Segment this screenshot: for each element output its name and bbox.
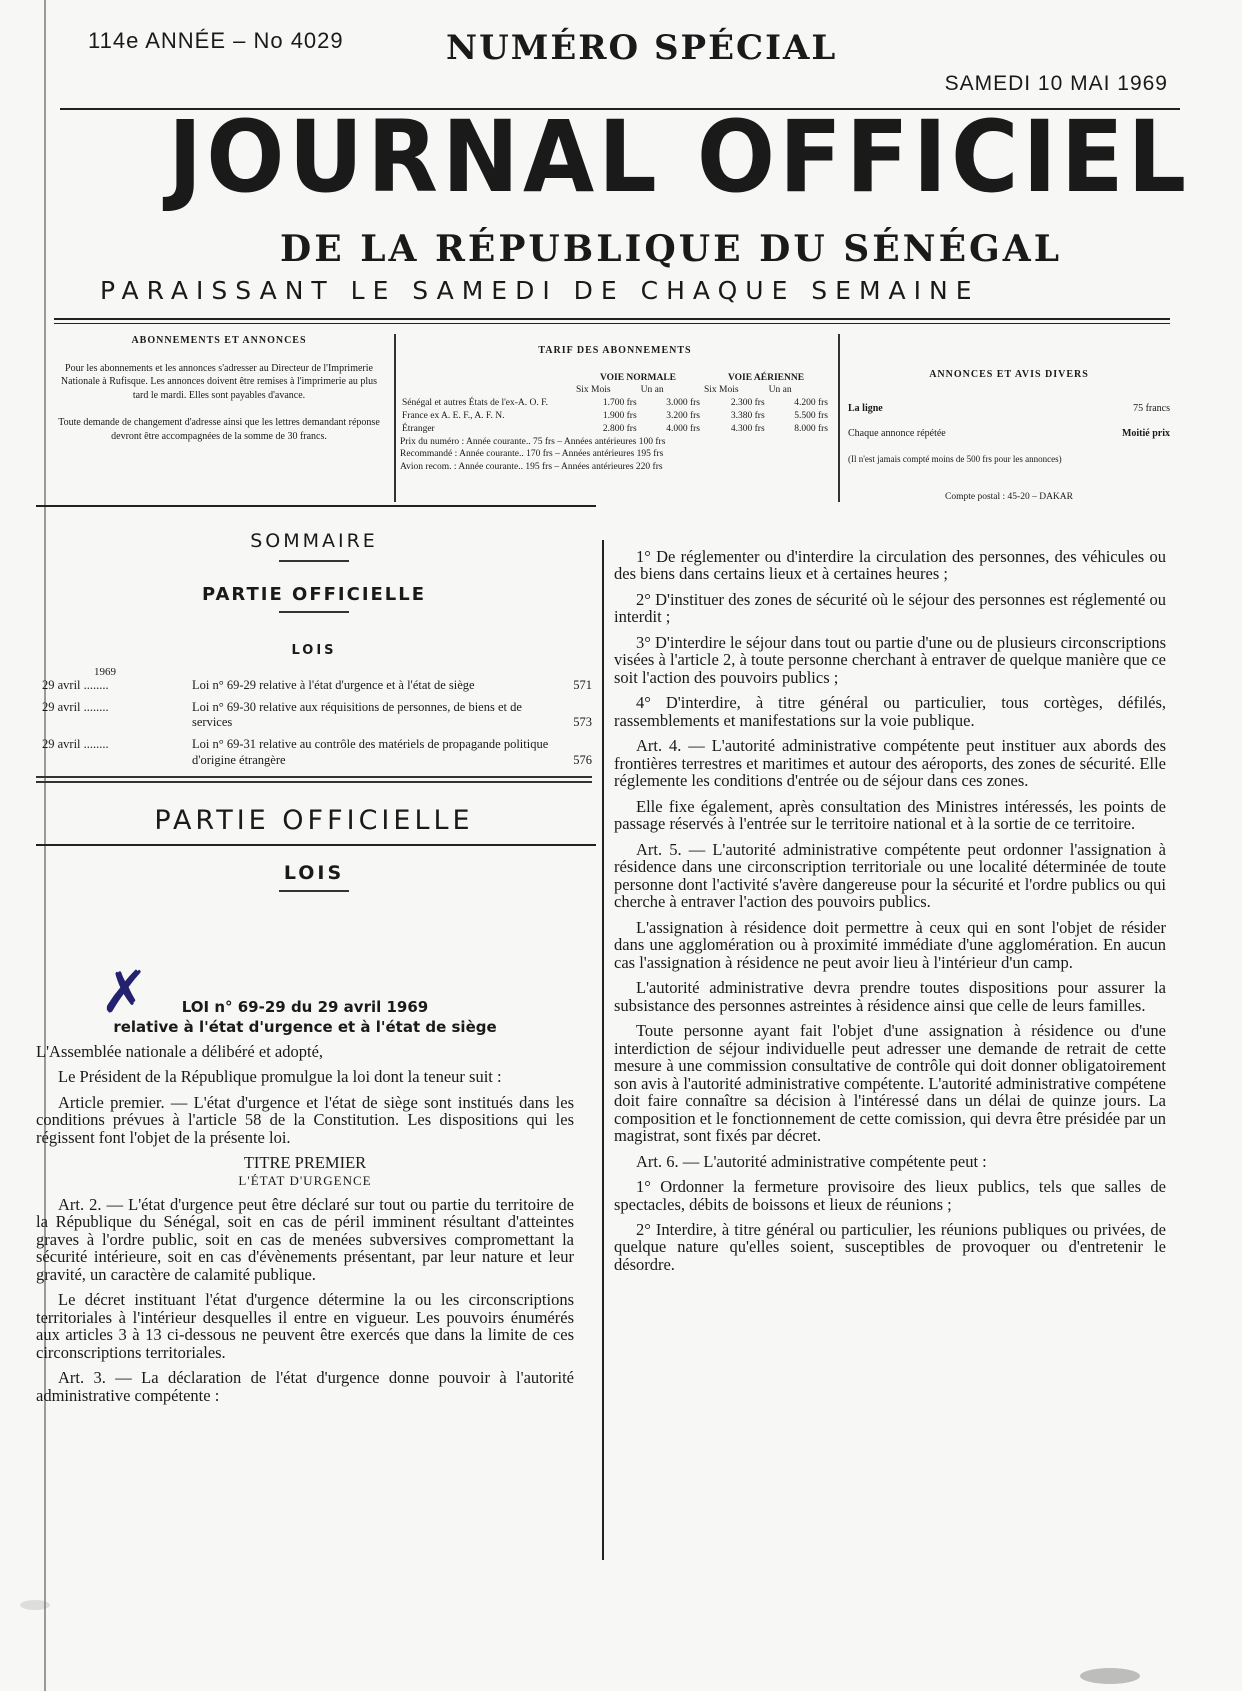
tarif-cell: 2.800 frs — [602, 423, 637, 434]
loi-subtitle: relative à l'état d'urgence et à l'état de siège — [113, 1017, 497, 1036]
un-an-header: Un an — [768, 385, 792, 396]
tarif-row — [400, 423, 830, 436]
paragraph: L'Assemblée nationale a délibéré et adopté, — [36, 1042, 324, 1061]
abonnements-box — [54, 334, 384, 504]
paragraph: Toute personne ayant fait l'objet d'une assignation à résidence ou d'une interdiction de séjour individuelle peut adresser une demande de retrait de cette mesure à une commission consultative de contrôle qui doit donner obligatoirement son avis à l'autorité administrative compétente. L'autorité administrative compétene doit faire connaître sa décision à l'intéressé dans un délai de quinze jours. La composition et le fonctionnement de cette comission, qui devra être présidée par un magistrat, sont fixés par décret. — [614, 1021, 1166, 1146]
paragraph: Le décret instituant l'état d'urgence détermine la ou les circonscriptions territoriales à l'intérieur desquelles il entre en vigueur. Les pouvoirs énumérés aux articles 3 à 13 ci-dessous ne peuvent être exercés que dans la limite de ces circonscriptions territoriales. — [36, 1290, 574, 1362]
paragraph: 2° Interdire, à titre général ou particulier, les réunions publiques ou privées, de quelque nature qu'elles soient, susceptibles de provoquer ou d'entretenir le désordre. — [614, 1219, 1166, 1274]
scan-smudge — [20, 1600, 50, 1610]
compte-postal: Compte postal : 45-20 – DAKAR — [945, 491, 1073, 502]
toc-date: 29 avril ........ — [42, 699, 109, 714]
annonces-box — [848, 368, 1170, 538]
partie-rule — [36, 844, 596, 846]
box-divider-2 — [838, 334, 840, 502]
paragraph: 1° Ordonner la fermeture provisoire des lieux publics, tels que salles de spectacles, débits de boissons et lieux de réunions ; — [614, 1177, 1166, 1214]
tarif-row-label: Sénégal et autres États de l'ex-A. O. F. — [402, 398, 549, 409]
toc-page: 571 — [573, 678, 592, 692]
abonnements-title: ABONNEMENTS ET ANNONCES — [131, 335, 307, 346]
toc-item — [36, 678, 592, 694]
annonce-repetee-row — [848, 427, 1170, 441]
tarif-cell: 3.200 frs — [666, 410, 700, 421]
sommaire-year: 1969 — [94, 666, 116, 678]
toc-page: 576 — [573, 752, 592, 767]
tarif-cell: 2.300 frs — [730, 398, 765, 409]
paragraph: Art. 6. — L'autorité administrative compétente peut : — [636, 1151, 987, 1171]
tarif-row-label: France ex A. E. F., A. F. N. — [402, 410, 505, 421]
sommaire-partie: PARTIE OFFICIELLE — [201, 584, 427, 605]
tarif-cell: 1.700 frs — [602, 398, 637, 409]
special-issue-label: NUMÉRO SPÉCIAL — [446, 28, 838, 68]
sommaire-title: SOMMAIRE — [250, 530, 378, 552]
publication-frequency: PARAISSANT LE SAMEDI DE CHAQUE SEMAINE — [100, 276, 980, 305]
toc-date: 29 avril ........ — [42, 736, 109, 751]
tarif-cell: 3.380 frs — [730, 410, 765, 421]
toc-text: Loi n° 69-31 relative au contrôle des matériels de propagande politique d'origine étrangère — [192, 736, 549, 767]
handwritten-x-mark: ✗ — [100, 958, 149, 1026]
sommaire-rule — [279, 560, 349, 562]
tarif-cell: 4.000 frs — [666, 423, 700, 434]
paragraph: 2° D'instituer des zones de sécurité où le séjour des personnes est réglementé ou interdit ; — [614, 589, 1166, 627]
loi-title: LOI n° 69-29 du 29 avril 1969 — [181, 998, 429, 1016]
tarif-table — [400, 372, 830, 436]
voie-normale-header: VOIE NORMALE — [599, 372, 677, 383]
tarif-title: TARIF DES ABONNEMENTS — [538, 345, 692, 356]
sommaire-lois: LOIS — [291, 643, 337, 658]
annonce-ligne-value: 75 francs — [1133, 402, 1170, 414]
paragraph: L'assignation à résidence doit permettre à ceux qui en sont l'objet de résider dans une agglomération ou à proximité immédiate d'une agglomération. En aucun cas l'assignation à résidence ne peut avoir lieu à l'intérieur d'un camp. — [614, 917, 1166, 972]
partie-officielle-title: PARTIE OFFICIELLE — [154, 805, 474, 837]
paragraph: Le Président de la République promulgue la loi dont la teneur suit : — [58, 1067, 502, 1087]
header-bottom-rule — [36, 505, 596, 507]
paragraph: 3° D'interdire le séjour dans tout ou partie d'une ou de plusieurs circonscriptions visées à l'article 2, à toute personne cherchant à entraver de quelque manière que ce soit l'action des pouvoirs publics ; — [614, 632, 1166, 687]
paragraph: Article premier. — L'état d'urgence et l'état de siège sont institués dans les conditions prévues à l'article 58 de la Constitution. Les dispositions qui les régissent font l'objet de la présente loi. — [36, 1092, 574, 1147]
paragraph: Art. 4. — L'autorité administrative compétente peut instituer aux abords des frontières terrestres et maritimes et autour des aéroports, des zones de sécurité. Elle réglemente les conditions d'entrée ou de séjour dans ces zones. — [614, 736, 1166, 791]
paragraph: Art. 5. — L'autorité administrative compétente peut ordonner l'assignation à résidence dans une circonscription territoriale ou une localité déterminée de toute personne dont l'activité s'avère dangereuse pour la sécurité et l'ordre publics ou qui cherche à entraver l'action des pouvoirs publics. — [614, 839, 1166, 912]
paragraph: L'autorité administrative devra prendre toutes dispositions pour assurer la subsistance des personnes astreintes à résidence ainsi que celle de leurs familles. — [614, 978, 1166, 1015]
right-column — [614, 548, 1166, 1281]
six-mois-header: Six Mois — [703, 385, 739, 396]
tarif-cell: 3.000 frs — [666, 398, 700, 409]
tarif-extra-3: Avion recom. : Année courante.. 195 frs – Années antérieures 220 frs — [400, 462, 663, 473]
toc-text: Loi n° 69-29 relative à l'état d'urgence et à l'état de siège — [192, 678, 475, 692]
toc-text: Loi n° 69-30 relative aux réquisitions de personnes, de biens et de services — [192, 699, 522, 730]
six-mois-header: Six Mois — [576, 385, 611, 396]
issue-number: 114e ANNÉE – No 4029 — [88, 28, 344, 53]
tarif-row — [400, 410, 830, 423]
annonce-repetee-value: Moitié prix — [1121, 428, 1170, 439]
tarif-cell: 4.200 frs — [794, 398, 828, 409]
sommaire — [36, 530, 592, 892]
header-rule-2 — [54, 323, 1170, 324]
annonce-ligne-row — [848, 402, 1170, 416]
toc-date: 29 avril ........ — [42, 678, 109, 692]
tarif-cell: 8.000 frs — [794, 423, 828, 434]
etat-heading: L'ÉTAT D'URGENCE — [238, 1172, 372, 1188]
journal-title: JOURNAL OFFICIEL — [168, 99, 1191, 215]
tarif-extra-2: Recommandé : Année courante.. 170 frs – Années antérieures 195 frs — [400, 449, 664, 460]
annonces-title: ANNONCES ET AVIS DIVERS — [929, 369, 1089, 380]
sommaire-partie-rule — [279, 611, 349, 613]
titre-heading: TITRE PREMIER — [243, 1153, 367, 1173]
abonnements-text-1: Pour les abonnements et les annonces s'adresser au Directeur de l'Imprimerie Nationale à Rufisque. Les annonces doivent être remises à l'imprimerie au plus tard le mardi. Elles sont payables d'avance. — [60, 362, 378, 401]
tarif-row — [400, 397, 830, 410]
paragraph: Art. 3. — La déclaration de l'état d'urgence donne pouvoir à l'autorité administrative compétente : — [36, 1368, 574, 1405]
tarif-cell: 1.900 frs — [602, 410, 637, 421]
scan-smudge — [1080, 1668, 1140, 1684]
column-divider — [602, 540, 604, 1560]
sommaire-end-rule — [36, 776, 592, 783]
journal-subtitle: DE LA RÉPUBLIQUE DU SÉNÉGAL — [280, 228, 1063, 270]
issue-date: SAMEDI 10 MAI 1969 — [944, 72, 1168, 95]
paragraph: Elle fixe également, après consultation des Ministres intéressés, les points de passage réservés à l'entrée sur le territoire national et à la sortie de ce territoire. — [614, 796, 1166, 834]
abonnements-text-2: Toute demande de changement d'adresse ainsi que les lettres demandant réponse devront être accompagnées de la somme de 30 francs. — [58, 417, 380, 442]
lois-heading: LOIS — [283, 862, 345, 885]
toc-item — [36, 737, 592, 768]
toc-page: 573 — [573, 715, 592, 730]
tarif-box — [400, 344, 830, 514]
tarif-extra-1: Prix du numéro : Année courante.. 75 frs – Années antérieures 100 frs — [400, 436, 666, 447]
issue-row — [88, 20, 1168, 95]
box-divider-1 — [394, 334, 396, 502]
lois-rule — [279, 890, 349, 892]
tarif-row-label: Étranger — [402, 423, 435, 434]
annonce-repetee-label: Chaque annonce répétée — [848, 428, 946, 439]
annonce-ligne-label: La ligne — [848, 402, 883, 414]
header-rule-1 — [54, 318, 1170, 320]
paragraph: 1° De réglementer ou d'interdire la circulation des personnes, des véhicules ou des biens dans certains lieux et à certaines heures ; — [614, 547, 1166, 584]
un-an-header: Un an — [640, 385, 664, 396]
voie-aerienne-header: VOIE AÉRIENNE — [727, 372, 805, 383]
tarif-cell: 5.500 frs — [794, 410, 828, 421]
toc-item — [36, 700, 592, 731]
paragraph: Art. 2. — L'état d'urgence peut être déclaré sur tout ou partie du territoire de la République du Sénégal, soit en cas de péril imminent résultant d'atteintes graves à l'ordre public, soit en cas de menées subversives compromettant la sécurité intérieure, soit en cas d'évènements présentant, par leur nature et leur gravité, un caractère de calamité publique. — [36, 1194, 574, 1284]
annonce-note: (Il n'est jamais compté moins de 500 frs pour les annonces) — [848, 453, 1062, 464]
tarif-cell: 4.300 frs — [730, 423, 765, 434]
left-column — [36, 998, 574, 1412]
paragraph: 4° D'interdire, à titre général ou particulier, tous cortèges, défilés, rassemblements et manifestations sur la voie publique. — [614, 693, 1166, 730]
